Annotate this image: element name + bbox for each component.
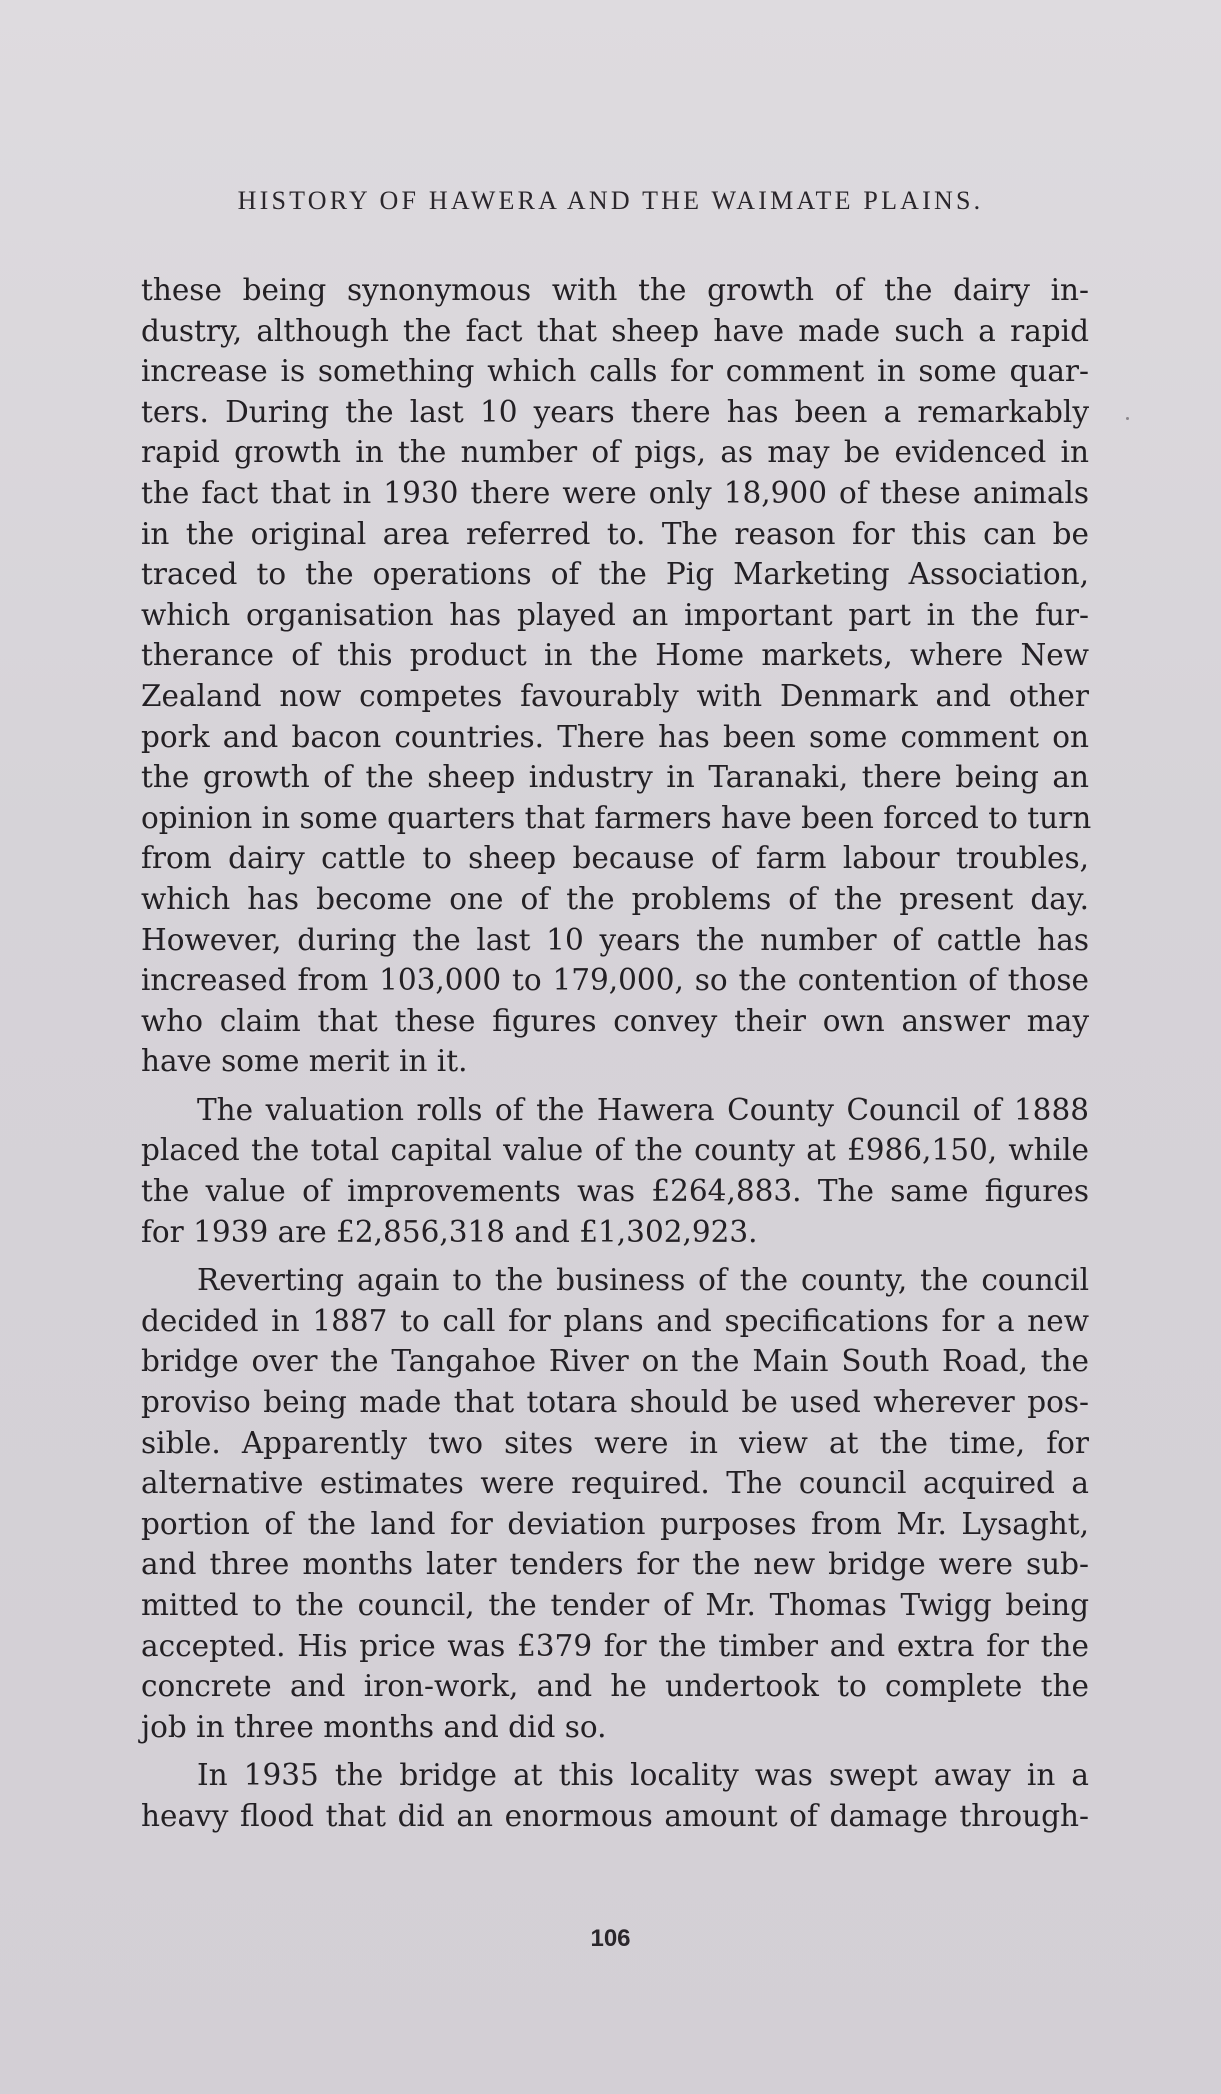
text-line: opinion in some quarters that farmers have been forced to turn <box>141 800 1092 835</box>
paragraph-gap <box>141 1082 1089 1090</box>
text-line: proviso being made that totara should be used wherever pos- <box>141 1385 1089 1420</box>
text-line: However, during the last 10 years the number of cattle has <box>141 922 1089 957</box>
paragraph-1 <box>141 270 1092 1082</box>
paragraph-gap <box>141 1747 1089 1755</box>
text-line: heavy flood that did an enormous amount of damage through- <box>141 1798 1089 1833</box>
paragraph-gap <box>141 1252 1089 1260</box>
body-text <box>141 270 1092 1837</box>
text-line: pork and bacon countries. There has been some comment on <box>141 719 1089 754</box>
text-line: the fact that in 1930 there were only 18,900 of these animals <box>141 475 1089 510</box>
text-line: In 1935 the bridge at this locality was swept away in a <box>197 1758 1089 1793</box>
text-line: these being synonymous with the growth of the dairy in- <box>141 273 1089 307</box>
text-line: mitted to the council, the tender of Mr. Thomas Twigg being <box>141 1588 1089 1622</box>
text-line: portion of the land for deviation purposes from Mr. Lysaght, <box>141 1506 1089 1541</box>
text-line: and three months later tenders for the new bridge were sub- <box>141 1547 1089 1582</box>
text-line: sible. Apparently two sites were in view at the time, for <box>141 1425 1089 1460</box>
text-line: from dairy cattle to sheep because of farm labour troubles, <box>141 841 1089 876</box>
text-line: which organisation has played an important part in the fur- <box>141 597 1089 632</box>
paragraph-3 <box>141 1260 1089 1747</box>
text-line: Zealand now competes favourably with Denmark and other <box>141 678 1089 713</box>
paragraph-2 <box>141 1090 1089 1252</box>
text-line: dustry, although the fact that sheep have made such a rapid <box>141 313 1089 348</box>
text-line: The valuation rolls of the Hawera County Council of 1888 <box>197 1092 1089 1127</box>
text-line: traced to the operations of the Pig Marketing Association, <box>141 557 1089 592</box>
text-line: accepted. His price was £379 for the timber and extra for the <box>141 1628 1089 1663</box>
text-line: concrete and iron-work, and he undertook to complete the <box>141 1669 1089 1704</box>
text-line: bridge over the Tangahoe River on the Main South Road, the <box>141 1344 1089 1379</box>
text-line: the value of improvements was £264,883. The same figures <box>141 1174 1089 1209</box>
text-line: increased from 103,000 to 179,000, so the contention of those <box>141 963 1089 998</box>
paper-speck <box>1126 417 1129 420</box>
text-line: Reverting again to the business of the county, the council <box>197 1263 1089 1298</box>
text-line: which has become one of the problems of the present day. <box>141 881 1089 916</box>
text-line: job in three months and did so. <box>141 1709 607 1744</box>
text-line: decided in 1887 to call for plans and specifications for a new <box>141 1303 1089 1338</box>
text-line: rapid growth in the number of pigs, as may be evidenced in <box>141 435 1089 470</box>
text-line: alternative estimates were required. The council acquired a <box>141 1466 1089 1501</box>
text-line: increase is something which calls for comment in some quar- <box>141 354 1089 389</box>
text-line: the growth of the sheep industry in Taranaki, there being an <box>141 760 1089 795</box>
text-line: have some merit in it. <box>141 1044 468 1079</box>
text-line: therance of this product in the Home markets, where New <box>141 638 1089 673</box>
text-line: in the original area referred to. The reason for this can be <box>141 516 1089 551</box>
running-head: HISTORY OF HAWERA AND THE WAIMATE PLAINS. <box>237 186 984 215</box>
paragraph-4 <box>141 1755 1089 1836</box>
text-line: who claim that these figures convey their own answer may <box>141 1003 1089 1038</box>
text-line: for 1939 are £2,856,318 and £1,302,923. <box>141 1214 758 1249</box>
page-number: 106 <box>590 1925 631 1952</box>
text-line: ters. During the last 10 years there has been a remarkably <box>141 394 1089 429</box>
text-line: placed the total capital value of the county at £986,150, while <box>141 1133 1089 1168</box>
